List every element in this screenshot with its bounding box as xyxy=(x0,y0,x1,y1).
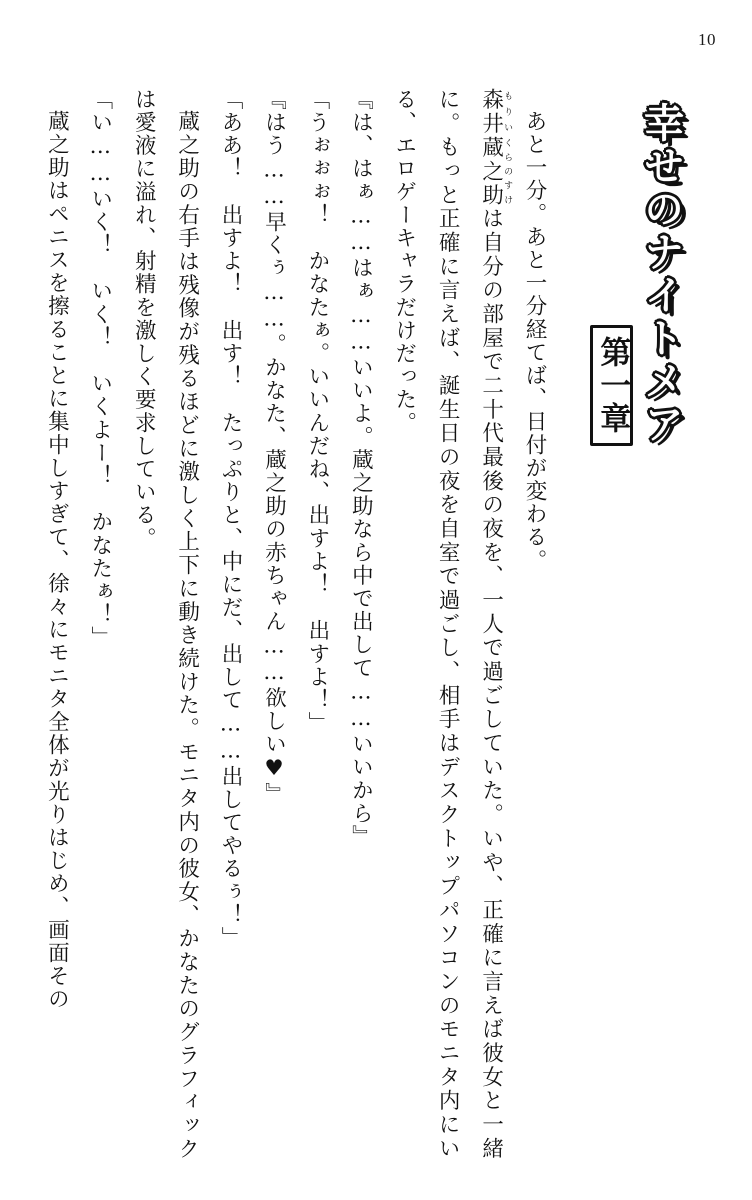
paragraph: 蔵之助はペニスを擦ることに集中しすぎて、徐々にモニタ全体が光りはじめ、画面その xyxy=(44,109,70,1011)
paragraph: あと一分。あと一分経てば、日付が変わる。 xyxy=(522,109,547,572)
ruby-text-given: くらのすけ xyxy=(502,135,513,207)
ruby-text-surname: もりい xyxy=(502,88,513,135)
paragraph: 「ああ！ 出すよ！ 出す！ たっぷりと、中にだ、出して……出してやるぅ！」 xyxy=(218,88,244,950)
chapter-label: 第一章 xyxy=(590,325,633,446)
paragraph-with-ruby xyxy=(382,88,512,1160)
paragraph: 『は、はぁ……はぁ……いいよ。蔵之助なら中で出して……いいから』 xyxy=(348,88,374,849)
ruby-surname: 森井もりい xyxy=(478,88,513,136)
paragraph-rest: は自分の部屋で二十代最後の夜を、一人で過ごしていた。いや、正確に言えば彼女と一緒に。もっと正確に言えば、誕生日の夜を自室で過ごし、相手はデスクトップパソコンのモニタ内にいる、エロゲーキャラだけだった。 xyxy=(391,88,504,1160)
chapter-title: 幸せのナイトメア xyxy=(637,102,684,446)
body-text xyxy=(42,88,556,1160)
paragraph: 『はう……早くぅ……。かなた、蔵之助の赤ちゃん……欲しい♥』 xyxy=(261,88,287,806)
ruby-given: 蔵之助くらのすけ xyxy=(478,135,513,208)
paragraph: 「い……いく！ いく！ いくよー！ かなたぁ！」 xyxy=(87,88,113,650)
paragraph: 蔵之助の右手は残像が残るほどに激しく上下に動き続けた。モニタ内の彼女、かなたのグラフィックは愛液に溢れ、射精を激しく要求している。 xyxy=(131,88,200,1160)
paragraph: 「うぉぉぉ！ かなたぁ。いいんだね、出すよ！ 出すよ！」 xyxy=(304,88,330,735)
chapter-heading xyxy=(576,86,696,450)
page-number: 10 xyxy=(698,30,716,49)
